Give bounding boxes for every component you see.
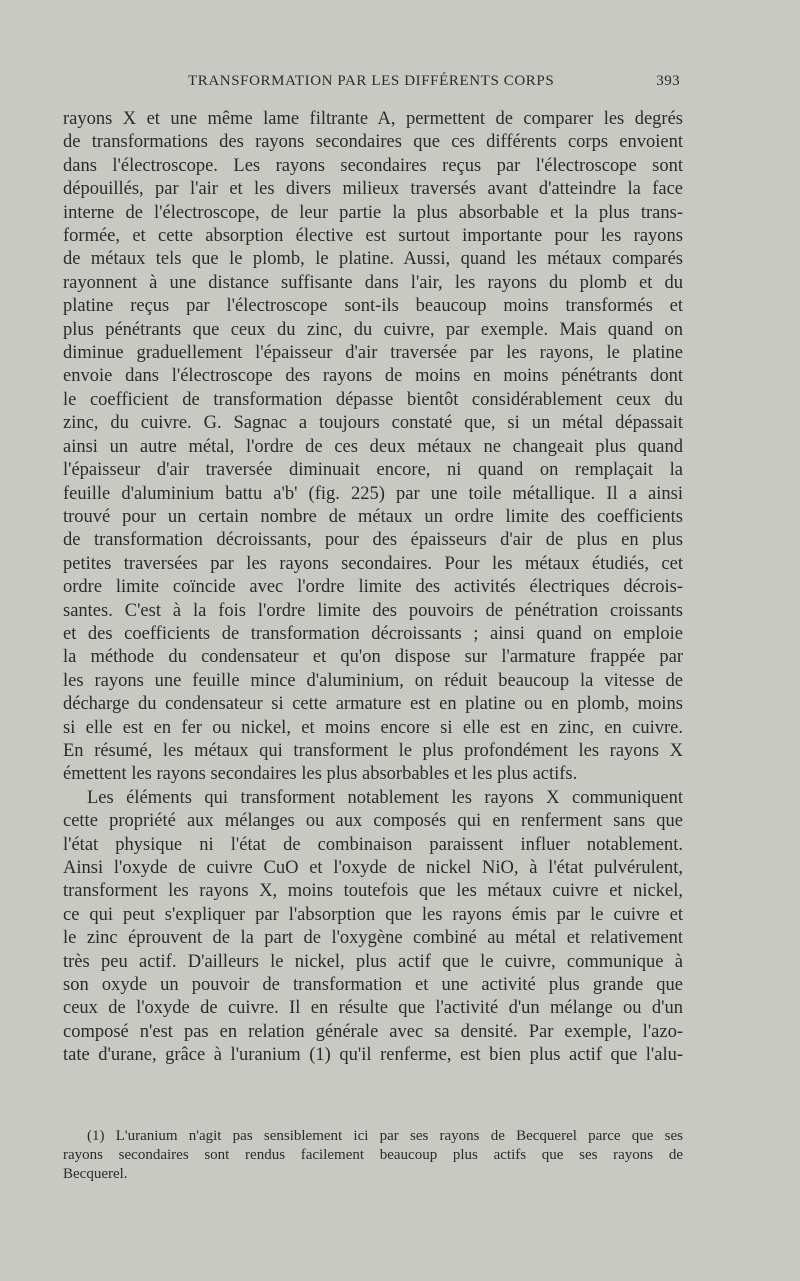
text-line: le coefficient de transformation dépasse bientôt considérablement ceux du — [63, 389, 683, 410]
text-line: envoie dans l'électroscope des rayons de moins en moins pénétrants dont — [63, 366, 683, 387]
text-line: ainsi un autre métal, l'ordre de ces deux métaux ne changeait plus quand — [63, 436, 683, 457]
text-line: Ainsi l'oxyde de cuivre CuO et l'oxyde de nickel NiO, à l'état pulvérulent, — [63, 858, 683, 878]
text-line: les rayons une feuille mince d'aluminium, on réduit beaucoup la vitesse de — [63, 670, 683, 691]
text-line: transforment les rayons X, moins toutefois que les métaux cuivre et nickel, — [63, 881, 683, 902]
text-line: platine reçus par l'électroscope sont-ils beaucoup moins transformés et — [63, 296, 683, 317]
text-line: ordre limite coïncide avec l'ordre limite des activités électriques décrois- — [63, 577, 683, 598]
text-line: formée, et cette absorption élective est surtout importante pour les rayons — [63, 226, 683, 247]
body-text — [63, 108, 683, 1068]
text-line: feuille d'aluminium battu a'b' (fig. 225) par une toile métallique. Il a ainsi — [63, 483, 683, 504]
text-line: plus pénétrants que ceux du zinc, du cuivre, par exemple. Mais quand on — [63, 319, 683, 340]
text-line: le zinc éprouvent de la part de l'oxygène combiné au métal et relativement — [63, 928, 683, 949]
text-line: interne de l'électroscope, de leur partie la plus absorbable et la plus trans- — [63, 202, 683, 223]
text-line: santes. C'est à la fois l'ordre limite des pouvoirs de pénétration croissants — [63, 600, 683, 621]
text-line: dans l'électroscope. Les rayons secondaires reçus par l'électroscope sont — [63, 155, 683, 176]
footnote — [63, 1127, 683, 1183]
text-line: de métaux tels que le plomb, le platine. Aussi, quand les métaux comparés — [63, 249, 683, 270]
text-line: l'état physique ni l'état de combinaison paraissent influer notablement. — [63, 834, 683, 855]
text-line: ce qui peut s'expliquer par l'absorption que les rayons émis par le cuivre et — [63, 904, 683, 925]
text-line: diminue graduellement l'épaisseur d'air traversée par les rayons, le platine — [63, 343, 683, 364]
text-line: zinc, du cuivre. G. Sagnac a toujours constaté que, si un métal dépassait — [63, 413, 683, 434]
paragraph-2 — [63, 787, 683, 1068]
text-line: rayonnent à une distance suffisante dans l'air, les rayons du plomb et du — [63, 272, 683, 293]
text-line: tate d'urane, grâce à l'uranium (1) qu'il renferme, est bien plus actif que l'alu- — [63, 1045, 683, 1066]
footnote-line: (1) L'uranium n'agit pas sensiblement ici par ses rayons de Becquerel parce que ses — [87, 1128, 683, 1144]
text-line: et des coefficients de transformation décroissants ; ainsi quand on emploie — [63, 623, 683, 644]
text-line: Les éléments qui transforment notablement les rayons X communiquent — [87, 787, 683, 808]
text-line: la méthode du condensateur et qu'on dispose sur l'armature frappée par — [63, 647, 683, 668]
text-line: de transformation décroissants, pour des épaisseurs d'air de plus en plus — [63, 530, 683, 551]
text-line: En résumé, les métaux qui transforment le plus profondément les rayons X — [63, 740, 683, 761]
text-line: son oxyde un pouvoir de transformation et une activité plus grande que — [63, 975, 683, 996]
text-line: rayons X et une même lame filtrante A, permettent de comparer les degrés — [63, 109, 683, 129]
text-line: ceux de l'oxyde de cuivre. Il en résulte que l'activité d'un mélange ou d'un — [63, 998, 683, 1019]
text-line: dépouillés, par l'air et les divers milieux traversés avant d'atteindre la face — [63, 179, 683, 200]
text-line: trouvé pour un certain nombre de métaux un ordre limite des coefficients — [63, 506, 683, 527]
page-number: 393 — [656, 73, 680, 89]
footnote-line: rayons secondaires sont rendus facilement beaucoup plus actifs que ses rayons de — [63, 1146, 683, 1163]
text-line: émettent les rayons secondaires les plus absorbables et les plus actifs. — [63, 764, 578, 785]
text-line: de transformations des rayons secondaires que ces différents corps envoient — [63, 132, 683, 153]
text-line: cette propriété aux mélanges ou aux composés qui en renferment sans que — [63, 811, 683, 832]
text-line: composé n'est pas en relation générale avec sa densité. Par exemple, l'azo- — [63, 1021, 683, 1042]
text-line: décharge du condensateur si cette armature est en platine ou en plomb, moins — [63, 694, 683, 715]
text-line: l'épaisseur d'air traversée diminuait encore, ni quand on remplaçait la — [63, 460, 683, 481]
page-header — [188, 73, 680, 97]
running-title: TRANSFORMATION PAR LES DIFFÉRENTS CORPS — [188, 73, 555, 89]
paragraph-1 — [63, 108, 683, 787]
footnote-line: Becquerel. — [63, 1165, 128, 1182]
text-line: très peu actif. D'ailleurs le nickel, plus actif que le cuivre, communique à — [63, 951, 683, 972]
text-line: si elle est en fer ou nickel, et moins encore si elle est en zinc, en cuivre. — [63, 717, 683, 738]
text-line: petites traversées par les rayons secondaires. Pour les métaux étudiés, cet — [63, 553, 683, 574]
